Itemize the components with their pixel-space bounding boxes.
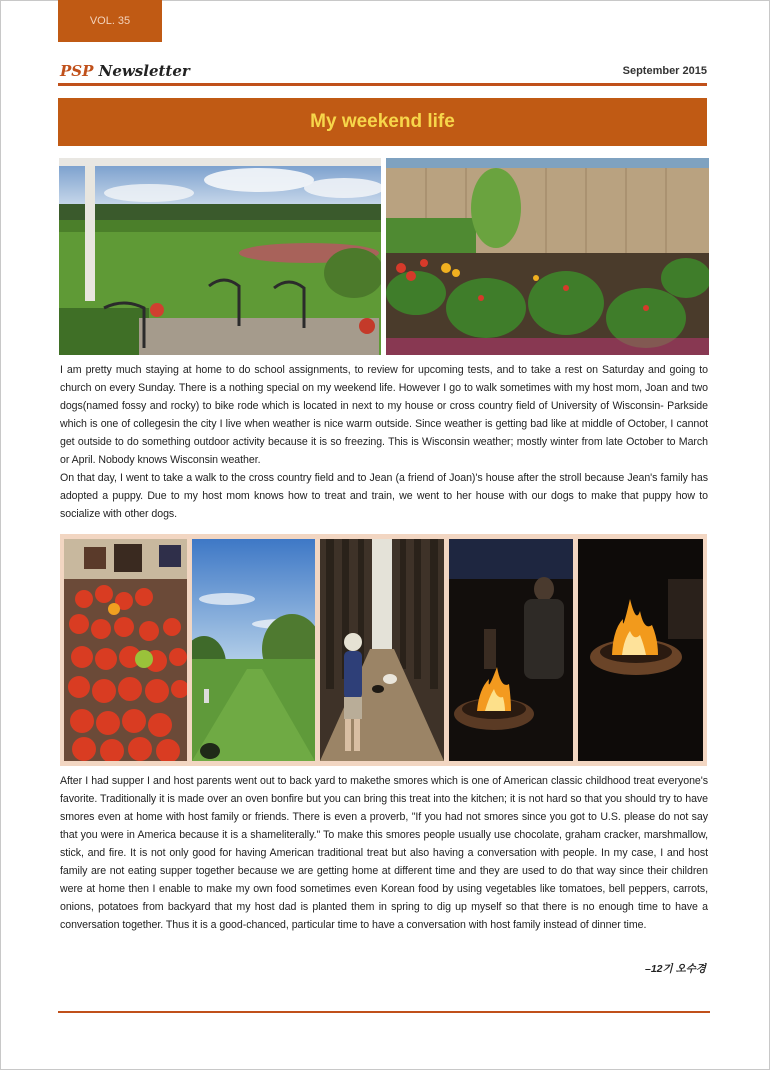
volume-tab — [58, 0, 162, 42]
newsletter-title — [60, 62, 190, 80]
paragraph-3: After I had supper I and host parents went out to back yard to makethe smores which is one of American classic childhood treat everyone's favorite. Traditionally it is made over an oven bonfire but you can bring this treat into the kitchen; it is not hard so that you should try to have smores even at home with host family or friends. There is even a proverb, "If you had not smores since you got to U.S. please do not say that you were in America because it is a shameliterally." To make this smores people usually use chocolate, graham cracker, marshmallow, stick, and fire. It is not only good for having American traditional treat but also having a conversation with people. In my case, I and host family are not eating supper together because we are getting home at different time and they are used to do that way since their children were at home then I enable to make my own food sometimes even Korean food by using vegetables like tomatoes, bell peppers, carrots, onions, potatoes from backyard that my host dad is planted them in spring to dig up myself so that there is no enough time to have a conversation together. Thus it is a good-chanced, particular time to have a conversation with host family instead of dinner time. — [60, 775, 708, 931]
volume-label: VOL. 35 — [89, 15, 131, 27]
newsletter-brand: PSP — [60, 62, 94, 80]
article-body-smores — [60, 772, 708, 934]
paragraph-2: On that day, I went to take a walk to the cross country field and to Jean (a friend of Joan)'s house after the stroll because Jean's family has adopted a puppy. Due to my host mom knows how to treat and train, we went to her house with our dogs to make that puppy how to socialize with other dogs. — [60, 472, 708, 520]
article-body-intro — [60, 361, 708, 523]
footer-rule — [58, 1011, 710, 1013]
walking-dogs-trail-photo — [320, 539, 444, 761]
tomatoes-photo — [64, 539, 187, 761]
paragraph-1: I am pretty much staying at home to do school assignments, to review for upcoming tests, and to take a rest on Saturday and going to church on every Sunday. There is a nothing special on my weekend life. However I go to walk sometimes with my host mom, Joan and two dogs(named fossy and rocky) to bike rode which is located in next to my house or cross country field of University of Wisconsin- Parkside which is one of collegesin the city I live when weather is nice warm outside. Since weather is getting bad like at middle of October, I cannot get outside to do something outdoor activity because it is so freezing. This is Wisconsin weather; mostly winter from late October to March or April. Nobody knows Wisconsin weather. — [60, 364, 708, 466]
issue-date: September 2015 — [622, 65, 707, 77]
newsletter-word: Newsletter — [98, 62, 190, 80]
header-rule — [58, 83, 707, 86]
fire-pit-with-person-photo — [449, 539, 573, 761]
backyard-patio-photo — [59, 158, 381, 355]
article-title: My weekend life — [310, 111, 455, 132]
cross-country-field-photo — [192, 539, 315, 761]
fire-pit-photo — [578, 539, 703, 761]
author-signature: –12기 오수경 — [644, 963, 706, 975]
article-title-banner — [58, 98, 707, 146]
vegetable-garden-photo — [386, 158, 709, 355]
